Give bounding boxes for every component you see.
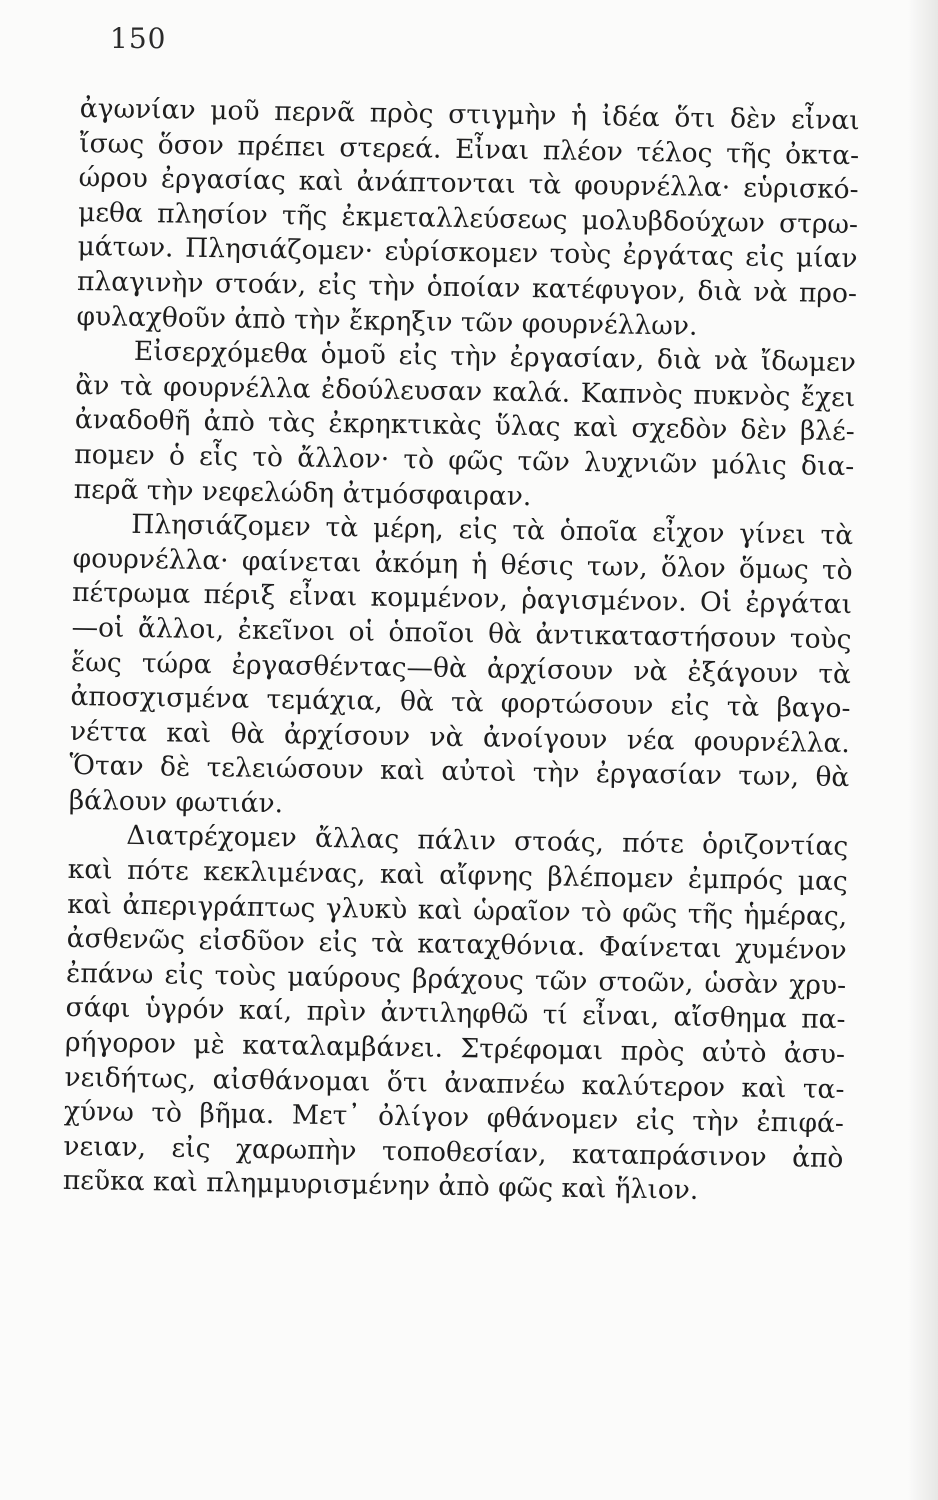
page-number: 150: [110, 22, 167, 55]
text-line: πεῦκα καὶ πλημμυρισμένην ἀπὸ φῶς καὶ ἥλιον.: [62, 1165, 699, 1207]
text-line: φυλαχθοῦν ἀπὸ τὴν ἔκρηξιν τῶν φουρνέλλων.: [76, 300, 698, 342]
text-line: Ὅταν δὲ τελειώσουν καὶ αὐτοὶ τὴν ἐργασίαν των, θὰ: [69, 750, 850, 794]
text-line: φουρνέλλα· φαίνεται ἀκόμη ἡ θέσις των, ὅλον ὅμως τὸ: [72, 542, 853, 586]
text-line: νειδήτως, αἰσθάνομαι ὅτι ἀναπνέω καλύτερον καὶ τα-: [64, 1061, 845, 1105]
text-line: ἀγωνίαν μοῦ περνᾶ πρὸς στιγμὴν ἡ ἰδέα ὅτι δὲν εἶναι: [79, 92, 860, 137]
text-line: ἕως τώρα ἐργασθέντας—θὰ ἀρχίσουν νὰ ἐξάγουν τὰ: [70, 646, 852, 690]
text-line: ρήγορον μὲ καταλαμβάνει. Στρέφομαι πρὸς αὐτὸ ἀσυ-: [64, 1026, 846, 1071]
text-line: περᾶ τὴν νεφελώδη ἀτμόσφαιραν.: [73, 473, 532, 512]
text-line: ἀποσχισμένα τεμάχια, θὰ τὰ φορτώσουν εἰς τὰ βαγο-: [70, 681, 851, 725]
text-line: Πλησιάζομεν τὰ μέρη, εἰς τὰ ὁποῖα εἶχον γίνει τὰ: [130, 508, 854, 552]
text-line: σάφι ὑγρόν καί, πρὶν ἀντιληφθῶ τί εἶναι, αἴσθημα πα-: [65, 992, 846, 1036]
text-line: καὶ ἀπεριγράπτως γλυκὺ καὶ ὡραῖον τὸ φῶς τῆς ἡμέρας,: [66, 888, 848, 932]
text-line: μάτων. Πλησιάζομεν· εὑρίσκομεν τοὺς ἐργάτας εἰς μίαν: [77, 231, 858, 275]
text-line: ώρου ἐργασίας καὶ ἀνάπτονται τὰ φουρνέλλα· εὑρισκό-: [78, 162, 859, 206]
text-line: ἀναδοθῆ ἀπὸ τὰς ἐκρηκτικὰς ὕλας καὶ σχεδὸν δὲν βλέ-: [74, 404, 855, 448]
text-line: πλαγινὴν στοάν, εἰς τὴν ὁποίαν κατέφυγον, διὰ νὰ προ-: [76, 265, 858, 310]
text-line: καὶ πότε κεκλιμένας, καὶ αἴφνης βλέπομεν ἐμπρός μας: [67, 853, 848, 898]
text-line: μεθα πλησίον τῆς ἐκμεταλλεύσεως μολυβδούχων στρω-: [77, 196, 859, 241]
text-line: ἂν τὰ φουρνέλλα ἐδούλευσαν καλά. Καπνὸς πυκνὸς ἔχει: [75, 369, 856, 413]
text-line: ἴσως ὅσον πρέπει στερεά. Εἶναι πλέον τέλος τῆς ὀκτα-: [78, 127, 860, 171]
text-line: Διατρέχομεν ἄλλας πάλιν στοάς, πότε ὁριζοντίας: [126, 820, 849, 863]
page-edge-shadow: [908, 0, 938, 1500]
text-line: νέττα καὶ θὰ ἀρχίσουν νὰ ἀνοίγουν νέα φουρνέλλα.: [69, 715, 851, 759]
body-text: [63, 92, 860, 1211]
text-line: βάλουν φωτιάν.: [68, 784, 284, 820]
text-line: χύνω τὸ βῆμα. Μετ᾽ ὀλίγον φθάνομεν εἰς τὴν ἐπιφά-: [63, 1096, 845, 1140]
text-line: πομεν ὁ εἷς τὸ ἄλλον· τὸ φῶς τῶν λυχνιῶν μόλις δια-: [74, 438, 855, 483]
text-line: ἐπάνω εἰς τοὺς μαύρους βράχους τῶν στοῶν, ὡσὰν χρυ-: [65, 957, 847, 1001]
text-line: —οἱ ἄλλοι, ἐκεῖνοι οἱ ὁποῖοι θὰ ἀντικαταστήσουν τοὺς: [71, 611, 852, 656]
text-line: ἀσθενῶς εἰσδῦον εἰς τὰ καταχθόνια. Φαίνεται χυμένον: [66, 923, 847, 967]
text-line: πέτρωμα πέριξ εἶναι κομμένον, ῥαγισμένον. Οἱ ἐργάται: [71, 577, 853, 621]
text-line: Εἰσερχόμεθα ὁμοῦ εἰς τὴν ἐργασίαν, διὰ νὰ ἴδωμεν: [133, 336, 857, 379]
text-line: νειαν, εἰς χαρωπὴν τοποθεσίαν, καταπράσινον ἀπὸ: [63, 1130, 844, 1174]
